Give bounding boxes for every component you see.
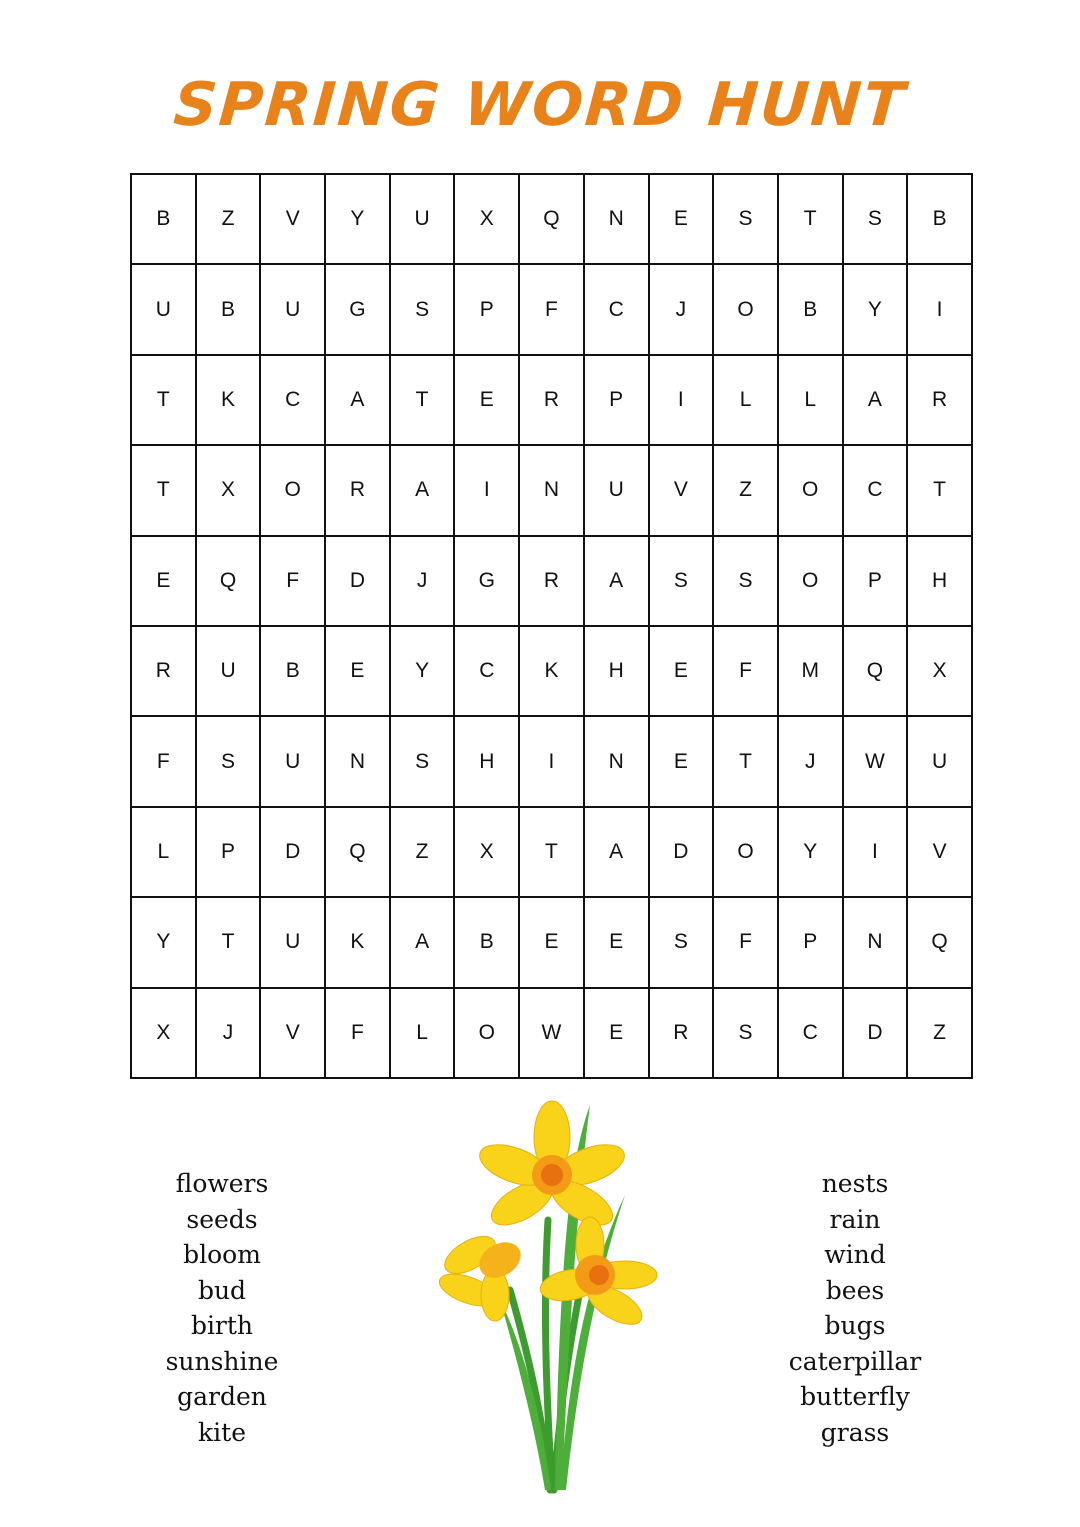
grid-cell[interactable]: T bbox=[907, 445, 972, 535]
grid-cell[interactable]: D bbox=[649, 807, 714, 897]
grid-cell[interactable]: N bbox=[584, 174, 649, 264]
word-list-left bbox=[102, 1166, 342, 1450]
grid-cell[interactable]: E bbox=[649, 716, 714, 806]
grid-cell[interactable]: A bbox=[325, 355, 390, 445]
grid-cell[interactable]: U bbox=[196, 626, 261, 716]
grid-cell[interactable]: L bbox=[131, 807, 196, 897]
grid-row bbox=[131, 716, 972, 806]
grid-cell[interactable]: E bbox=[584, 988, 649, 1078]
grid-cell[interactable]: C bbox=[584, 264, 649, 354]
grid-cell[interactable]: P bbox=[843, 536, 908, 626]
grid-cell[interactable]: B bbox=[260, 626, 325, 716]
grid-row bbox=[131, 897, 972, 987]
grid-cell[interactable]: F bbox=[713, 626, 778, 716]
grid-cell[interactable]: T bbox=[131, 445, 196, 535]
grid-cell[interactable]: H bbox=[907, 536, 972, 626]
grid-cell[interactable]: E bbox=[649, 174, 714, 264]
grid-cell[interactable]: Q bbox=[519, 174, 584, 264]
grid-cell[interactable]: A bbox=[584, 807, 649, 897]
grid-cell[interactable]: V bbox=[649, 445, 714, 535]
page-title: SPRING WORD HUNT bbox=[171, 70, 909, 140]
grid-cell[interactable]: U bbox=[260, 716, 325, 806]
grid-cell[interactable]: U bbox=[390, 174, 455, 264]
word-list-item: seeds bbox=[186, 1204, 258, 1234]
word-list-item: birth bbox=[190, 1311, 254, 1340]
grid-cell[interactable]: E bbox=[519, 897, 584, 987]
grid-cell[interactable]: D bbox=[260, 807, 325, 897]
daffodil-top bbox=[474, 1101, 629, 1234]
grid-cell[interactable]: W bbox=[519, 988, 584, 1078]
grid-cell[interactable]: B bbox=[907, 174, 972, 264]
word-list-item: sunshine bbox=[165, 1346, 279, 1376]
grid-cell[interactable]: Y bbox=[843, 264, 908, 354]
word-list-item: butterfly bbox=[800, 1382, 910, 1411]
grid-cell[interactable]: P bbox=[584, 355, 649, 445]
grid-cell[interactable]: H bbox=[584, 626, 649, 716]
grid-cell[interactable]: E bbox=[454, 355, 519, 445]
grid-cell[interactable]: K bbox=[519, 626, 584, 716]
grid-cell[interactable]: B bbox=[196, 264, 261, 354]
grid-cell[interactable]: Z bbox=[907, 988, 972, 1078]
grid-row bbox=[131, 445, 972, 535]
grid-cell[interactable]: A bbox=[843, 355, 908, 445]
word-list-item: bud bbox=[197, 1275, 247, 1305]
grid-cell[interactable]: C bbox=[454, 626, 519, 716]
grid-cell[interactable]: U bbox=[260, 897, 325, 987]
word-search-grid bbox=[130, 173, 973, 1079]
word-list-item: kite bbox=[198, 1417, 246, 1447]
grid-cell[interactable]: T bbox=[196, 897, 261, 987]
grid-cell[interactable]: S bbox=[713, 988, 778, 1078]
word-list-item: nests bbox=[821, 1169, 889, 1198]
grid-cell[interactable]: U bbox=[584, 445, 649, 535]
grid-cell[interactable]: B bbox=[778, 264, 843, 354]
grid-cell[interactable]: T bbox=[519, 807, 584, 897]
grid-cell[interactable]: O bbox=[454, 988, 519, 1078]
grid-cell[interactable]: X bbox=[131, 988, 196, 1078]
grid-cell[interactable]: Q bbox=[325, 807, 390, 897]
word-list-item: bugs bbox=[824, 1311, 886, 1340]
grid-cell[interactable]: O bbox=[778, 445, 843, 535]
grid-cell[interactable]: T bbox=[713, 716, 778, 806]
word-list-item: bees bbox=[825, 1275, 885, 1305]
grid-cell[interactable]: F bbox=[519, 264, 584, 354]
grid-cell[interactable]: S bbox=[713, 536, 778, 626]
grid-cell[interactable]: A bbox=[390, 897, 455, 987]
grid-cell[interactable]: X bbox=[907, 626, 972, 716]
grid-cell[interactable]: S bbox=[713, 174, 778, 264]
word-list-item: flowers bbox=[175, 1169, 269, 1198]
grid-cell[interactable]: G bbox=[454, 536, 519, 626]
grid-cell[interactable]: S bbox=[649, 897, 714, 987]
grid-cell[interactable]: Y bbox=[778, 807, 843, 897]
grid-cell[interactable]: S bbox=[390, 264, 455, 354]
grid-cell[interactable]: V bbox=[260, 174, 325, 264]
grid-cell[interactable]: I bbox=[843, 807, 908, 897]
grid-cell[interactable]: R bbox=[519, 355, 584, 445]
grid-cell[interactable]: Q bbox=[196, 536, 261, 626]
grid-cell[interactable]: R bbox=[131, 626, 196, 716]
grid-cell[interactable]: J bbox=[649, 264, 714, 354]
grid-cell[interactable]: S bbox=[390, 716, 455, 806]
word-list-item: wind bbox=[824, 1240, 886, 1269]
grid-cell[interactable]: Q bbox=[907, 897, 972, 987]
grid-cell[interactable]: N bbox=[519, 445, 584, 535]
grid-cell[interactable]: O bbox=[260, 445, 325, 535]
grid-cell[interactable]: S bbox=[649, 536, 714, 626]
grid-cell[interactable]: L bbox=[390, 988, 455, 1078]
grid-cell[interactable]: I bbox=[519, 716, 584, 806]
grid-cell[interactable]: C bbox=[260, 355, 325, 445]
grid-cell[interactable]: Y bbox=[131, 897, 196, 987]
grid-cell[interactable]: X bbox=[196, 445, 261, 535]
grid-cell[interactable]: P bbox=[196, 807, 261, 897]
grid-row bbox=[131, 626, 972, 716]
grid-cell[interactable]: I bbox=[907, 264, 972, 354]
grid-cell[interactable]: E bbox=[649, 626, 714, 716]
grid-cell[interactable]: Z bbox=[390, 807, 455, 897]
grid-cell[interactable]: P bbox=[454, 264, 519, 354]
grid-cell[interactable]: U bbox=[131, 264, 196, 354]
grid-row bbox=[131, 807, 972, 897]
grid-cell[interactable]: V bbox=[260, 988, 325, 1078]
grid-cell[interactable]: M bbox=[778, 626, 843, 716]
grid-cell[interactable]: R bbox=[649, 988, 714, 1078]
grid-cell[interactable]: I bbox=[454, 445, 519, 535]
grid-cell[interactable]: E bbox=[584, 897, 649, 987]
grid-cell[interactable]: O bbox=[713, 807, 778, 897]
grid-cell[interactable]: N bbox=[584, 716, 649, 806]
grid-cell[interactable]: A bbox=[390, 445, 455, 535]
word-list-item: caterpillar bbox=[788, 1346, 922, 1376]
grid-row bbox=[131, 264, 972, 354]
grid-cell[interactable]: G bbox=[325, 264, 390, 354]
grid-cell[interactable]: K bbox=[325, 897, 390, 987]
grid-cell[interactable]: O bbox=[713, 264, 778, 354]
grid-cell[interactable]: F bbox=[131, 716, 196, 806]
grid-cell[interactable]: U bbox=[260, 264, 325, 354]
grid-cell[interactable]: P bbox=[778, 897, 843, 987]
word-list-item: rain bbox=[829, 1204, 881, 1234]
grid-cell[interactable]: T bbox=[778, 174, 843, 264]
grid-cell[interactable]: C bbox=[778, 988, 843, 1078]
grid-cell[interactable]: N bbox=[843, 897, 908, 987]
grid-cell[interactable]: J bbox=[196, 988, 261, 1078]
grid-cell[interactable]: X bbox=[454, 174, 519, 264]
grid-cell[interactable]: R bbox=[325, 445, 390, 535]
grid-cell[interactable]: E bbox=[131, 536, 196, 626]
word-list-item: garden bbox=[177, 1382, 267, 1411]
grid-cell[interactable]: S bbox=[196, 716, 261, 806]
grid-cell[interactable]: F bbox=[713, 897, 778, 987]
grid-cell[interactable]: Y bbox=[390, 626, 455, 716]
grid-row bbox=[131, 174, 972, 264]
word-list-item: grass bbox=[820, 1417, 890, 1447]
grid-cell[interactable]: D bbox=[843, 988, 908, 1078]
grid-cell[interactable]: E bbox=[325, 626, 390, 716]
grid-cell[interactable]: S bbox=[843, 174, 908, 264]
grid-cell[interactable]: T bbox=[390, 355, 455, 445]
grid-cell[interactable]: J bbox=[778, 716, 843, 806]
grid-cell[interactable]: D bbox=[325, 536, 390, 626]
grid-cell[interactable]: Z bbox=[713, 445, 778, 535]
grid-cell[interactable]: N bbox=[325, 716, 390, 806]
grid-cell[interactable]: O bbox=[778, 536, 843, 626]
grid-cell[interactable]: R bbox=[519, 536, 584, 626]
grid-cell[interactable]: L bbox=[778, 355, 843, 445]
grid-row bbox=[131, 355, 972, 445]
grid-cell[interactable]: U bbox=[907, 716, 972, 806]
grid-cell[interactable]: I bbox=[649, 355, 714, 445]
grid-cell[interactable]: B bbox=[454, 897, 519, 987]
word-list-right bbox=[735, 1166, 975, 1450]
grid-cell[interactable]: X bbox=[454, 807, 519, 897]
grid-cell[interactable]: Z bbox=[196, 174, 261, 264]
grid-cell[interactable]: T bbox=[131, 355, 196, 445]
grid-cell[interactable]: A bbox=[584, 536, 649, 626]
grid-cell[interactable]: C bbox=[843, 445, 908, 535]
word-list-item: bloom bbox=[183, 1240, 261, 1269]
grid-cell[interactable]: F bbox=[325, 988, 390, 1078]
grid-cell[interactable]: H bbox=[454, 716, 519, 806]
grid-cell[interactable]: J bbox=[390, 536, 455, 626]
grid-cell[interactable]: W bbox=[843, 716, 908, 806]
daffodil-illustration bbox=[430, 1100, 660, 1495]
grid-cell[interactable]: R bbox=[907, 355, 972, 445]
grid-cell[interactable]: B bbox=[131, 174, 196, 264]
grid-cell[interactable]: Q bbox=[843, 626, 908, 716]
grid-cell[interactable]: V bbox=[907, 807, 972, 897]
grid-cell[interactable]: K bbox=[196, 355, 261, 445]
grid-cell[interactable]: L bbox=[713, 355, 778, 445]
grid-row bbox=[131, 536, 972, 626]
grid-cell[interactable]: Y bbox=[325, 174, 390, 264]
grid-cell[interactable]: F bbox=[260, 536, 325, 626]
daffodil-right bbox=[538, 1217, 657, 1332]
grid-row bbox=[131, 988, 972, 1078]
